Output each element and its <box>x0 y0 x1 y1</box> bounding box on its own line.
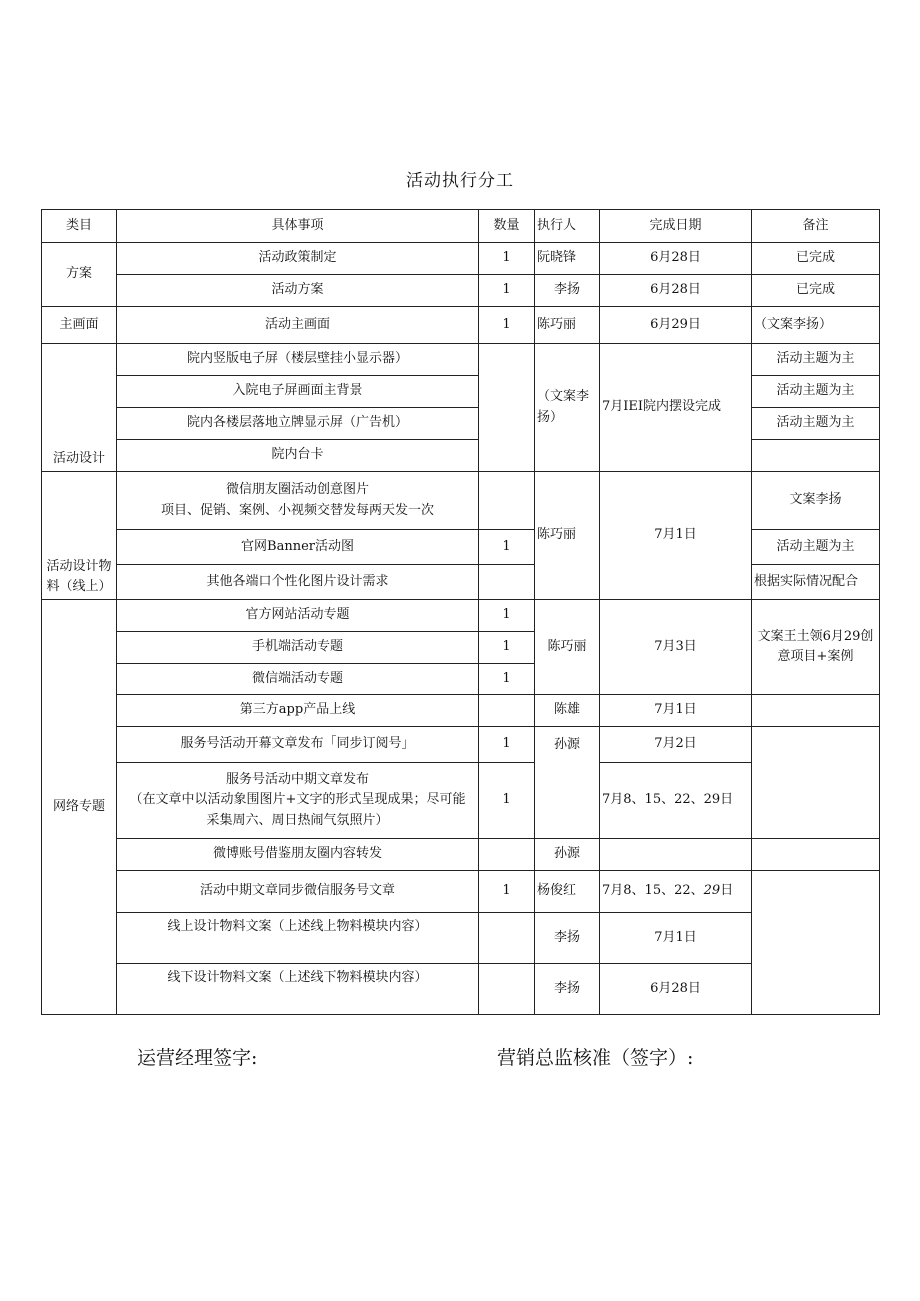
item-cell: 官网Banner活动图 <box>117 530 479 565</box>
qty-cell <box>479 964 535 1015</box>
item-cell: 活动中期文章同步微信服务号文章 <box>117 871 479 913</box>
qty-cell <box>479 344 535 472</box>
date-cell: 7月1日 <box>600 472 752 600</box>
item-cell: 线上设计物料文案（上述线上物料模块内容） <box>117 913 479 964</box>
date-cell: 6月28日 <box>600 275 752 307</box>
executor-cell: 陈巧丽 <box>535 307 600 344</box>
task-table <box>41 209 880 1015</box>
qty-cell <box>479 565 535 600</box>
table-header-row <box>42 210 880 243</box>
page-title: 活动执行分工 <box>406 171 514 191</box>
table-row <box>42 408 880 440</box>
note-cell <box>752 871 880 1015</box>
note-cell: 活动主题为主 <box>752 376 880 408</box>
table-row <box>42 839 880 871</box>
item-cell <box>117 472 479 530</box>
header-note: 备注 <box>752 210 880 243</box>
executor-cell: 孙源 <box>535 839 600 871</box>
executor-cell: 孙源 <box>535 727 600 839</box>
item-line: 服务号活动中期文章发布 <box>225 772 369 788</box>
note-cell <box>752 839 880 871</box>
qty-cell: 1 <box>479 632 535 664</box>
item-cell: 手机端活动专题 <box>117 632 479 664</box>
executor-cell: 李扬 <box>535 913 600 964</box>
item-cell: 活动方案 <box>117 275 479 307</box>
item-cell: 微信端活动专题 <box>117 664 479 695</box>
item-cell: 线下设计物料文案（上述线下物料模块内容） <box>117 964 479 1015</box>
qty-cell <box>479 913 535 964</box>
item-cell: 院内竖版电子屏（楼层壁挂小显示器） <box>117 344 479 376</box>
date-cell <box>600 871 752 913</box>
note-cell: 活动主题为主 <box>752 344 880 376</box>
note-cell <box>752 440 880 472</box>
item-cell: 院内各楼层落地立牌显示屏（广告机） <box>117 408 479 440</box>
category-cell: 活动设计物料（线上） <box>42 472 117 600</box>
item-cell <box>117 763 479 839</box>
item-line: （在文章中以活动象围图片+文字的形式呈现成果；尽可能 <box>129 792 466 808</box>
header-executor: 执行人 <box>535 210 600 243</box>
table-row <box>42 871 880 913</box>
item-cell: 微博账号借鉴朋友圈内容转发 <box>117 839 479 871</box>
table-row <box>42 565 880 600</box>
marketing-director-signature-label: 营销总监核准（签字）: <box>497 1047 694 1069</box>
item-cell: 活动政策制定 <box>117 243 479 275</box>
table-row <box>42 376 880 408</box>
qty-cell: 1 <box>479 664 535 695</box>
note-cell: 已完成 <box>752 243 880 275</box>
table-row <box>42 472 880 530</box>
table-row <box>42 275 880 307</box>
table-row <box>42 440 880 472</box>
table-row <box>42 344 880 376</box>
date-cell: 7月2日 <box>600 727 752 763</box>
item-cell: 活动主画面 <box>117 307 479 344</box>
executor-cell: 李扬 <box>535 275 600 307</box>
item-cell: 其他各端口个性化图片设计需求 <box>117 565 479 600</box>
qty-cell: 1 <box>479 530 535 565</box>
table-row <box>42 727 880 763</box>
note-cell <box>752 695 880 727</box>
executor-cell: 陈巧丽 <box>535 472 600 600</box>
date-text: 7月8、15、22、 <box>602 883 704 899</box>
table-row <box>42 600 880 632</box>
category-cell: 网络专题 <box>42 600 117 1015</box>
category-cell: 主画面 <box>42 307 117 344</box>
header-qty: 数量 <box>479 210 535 243</box>
category-cell: 方案 <box>42 243 117 307</box>
table-row <box>42 243 880 275</box>
executor-cell: 阮晓锋 <box>535 243 600 275</box>
item-line: 采集周六、周日热闹气氛照片） <box>206 812 389 828</box>
item-line: 项目、促销、案例、小视频交替发每两天发一次 <box>160 502 434 518</box>
note-cell: 文案李扬 <box>752 472 880 530</box>
date-cell: 6月28日 <box>600 243 752 275</box>
qty-cell: 1 <box>479 307 535 344</box>
note-cell: 活动主题为主 <box>752 530 880 565</box>
table-row <box>42 695 880 727</box>
date-text: 29 <box>703 883 721 899</box>
item-cell: 入院电子屏画面主背景 <box>117 376 479 408</box>
qty-cell <box>479 839 535 871</box>
table-row <box>42 530 880 565</box>
date-cell: 7月IEI院内摆设完成 <box>600 344 752 472</box>
ops-manager-signature-label: 运营经理签字: <box>137 1047 258 1069</box>
header-date: 完成日期 <box>600 210 752 243</box>
date-cell: 6月28日 <box>600 964 752 1015</box>
date-cell: 7月1日 <box>600 695 752 727</box>
qty-cell: 1 <box>479 275 535 307</box>
category-cell: 活动设计 <box>42 344 117 472</box>
note-cell: 已完成 <box>752 275 880 307</box>
item-cell: 第三方app产品上线 <box>117 695 479 727</box>
item-line: 微信朋友圈活动创意图片 <box>225 482 369 498</box>
executor-cell: 杨俊红 <box>535 871 600 913</box>
qty-cell: 1 <box>479 243 535 275</box>
note-cell: 根据实际情况配合 <box>752 565 880 600</box>
date-text: 日 <box>720 883 734 899</box>
qty-cell <box>479 472 535 530</box>
executor-cell: 李扬 <box>535 964 600 1015</box>
executor-cell: 陈雄 <box>535 695 600 727</box>
header-category: 类目 <box>42 210 117 243</box>
qty-cell: 1 <box>479 871 535 913</box>
note-cell: 文案王土领6月29创意项目+案例 <box>752 600 880 695</box>
item-cell: 服务号活动开幕文章发布「同步订阅号」 <box>117 727 479 763</box>
date-cell: 7月8、15、22、29日 <box>600 763 752 839</box>
date-cell <box>600 839 752 871</box>
item-cell: 官方网站活动专题 <box>117 600 479 632</box>
qty-cell: 1 <box>479 600 535 632</box>
qty-cell: 1 <box>479 727 535 763</box>
executor-cell: （文案李扬） <box>535 344 600 472</box>
executor-cell: 陈巧丽 <box>535 600 600 695</box>
date-cell: 6月29日 <box>600 307 752 344</box>
qty-cell <box>479 695 535 727</box>
note-cell <box>752 727 880 839</box>
note-cell: （文案李扬） <box>752 307 880 344</box>
date-cell: 7月3日 <box>600 600 752 695</box>
item-cell: 院内台卡 <box>117 440 479 472</box>
note-cell: 活动主题为主 <box>752 408 880 440</box>
date-cell: 7月1日 <box>600 913 752 964</box>
qty-cell: 1 <box>479 763 535 839</box>
header-item: 具体事项 <box>117 210 479 243</box>
table-row <box>42 307 880 344</box>
